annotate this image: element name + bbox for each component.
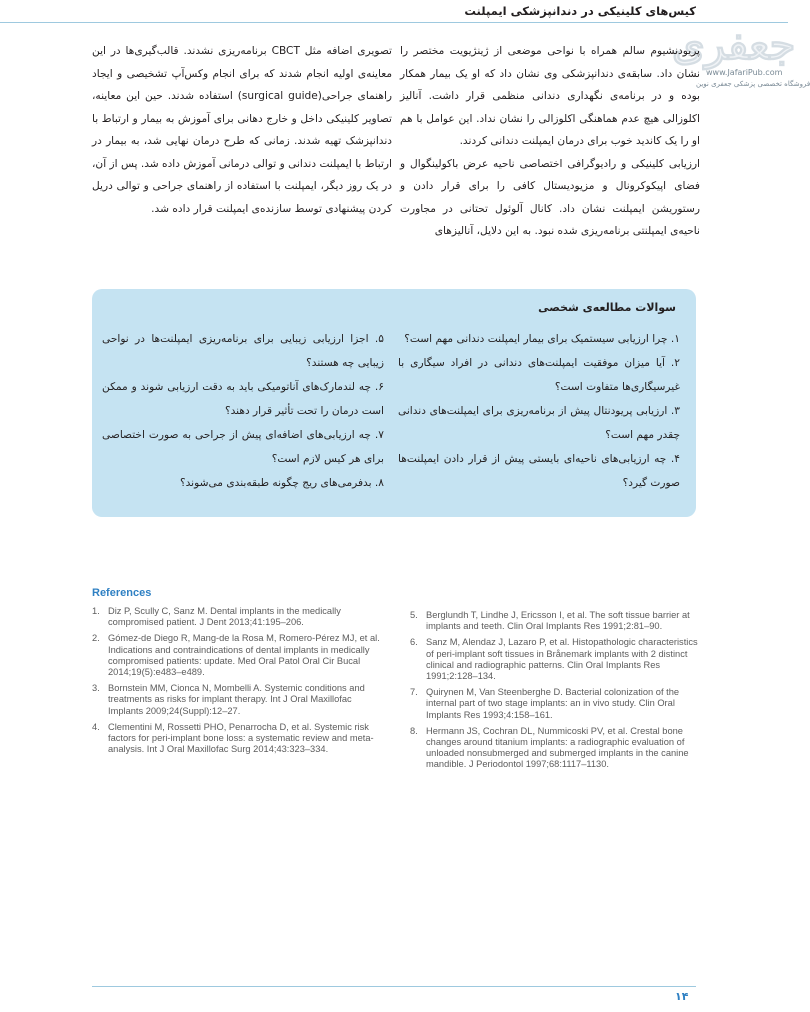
page-number: ۱۴	[675, 990, 689, 1003]
questions-column-right	[398, 327, 680, 495]
logo-url: www.JafariPub.com	[706, 68, 783, 77]
reference-entry	[92, 722, 382, 756]
reference-entry	[410, 726, 700, 771]
reference-text: Quirynen M, Van Steenberghe D. Bacterial colonization of the internal part of two stage implants: an in vivo study. Clin Oral Implants Res 1993;4:158–161.	[426, 687, 680, 720]
question-item: ۶. چه لندمارک‌های آناتومیکی باید به دقت ارزیابی شوند و ممکن است درمان را تحت تأثیر قرار دهند؟	[102, 381, 384, 417]
reference-number: 1.	[92, 606, 100, 616]
logo-tagline: فروشگاه تخصصی پزشکی جعفری نوین	[696, 80, 810, 88]
logo-mark: جعفری	[672, 20, 796, 69]
body-paragraph: تصویری اضافه مثل CBCT برنامه‌ریزی نشدند. قالب‌گیری‌ها در این معاینه‌ی اولیه انجام شدند که برای انجام وکس‌آپ تشخیصی و ایجاد راهنمای جراحی(surgical guide) استفاده شدند. حین این معاینه، تصاویر کلینیکی داخل و خارج دهانی برای آموزش به بیمار و ارتباط با دندانپزشک تهیه شدند. زمانی که طرح درمان نهایی شد، به بیمار در ارتباط با ایمپلنت دندانی و توالی درمانی آموزش داده شد. پس از آن، در یک روز دیگر، ایمپلنت با استفاده از راهنمای جراحی و توالی دریل کردن پیشنهادی توسط سازنده‌ی ایمپلنت قرار داده شد.	[92, 45, 393, 215]
question-item: ۱. چرا ارزیابی سیستمیک برای بیمار ایمپلنت دندانی مهم است؟	[404, 333, 680, 345]
reference-number: 7.	[410, 687, 418, 698]
question-item: ۷. چه ارزیابی‌های اضافه‌ای پیش از جراحی به صورت اختصاصی برای هر کیس لازم است؟	[102, 429, 384, 465]
study-questions-title: سوالات مطالعه‌ی شخصی	[538, 301, 676, 314]
question-item: ۳. ارزیابی پریودنتال پیش از برنامه‌ریزی برای ایمپلنت‌های دندانی چقدر مهم است؟	[398, 405, 680, 441]
reference-text: Berglundh T, Lindhe J, Ericsson I, et al. The soft tissue barrier at implants and teeth. Clin Oral Implants Res 1991;2:81–90.	[426, 610, 690, 632]
body-paragraph: پریودنشیوم سالم همراه با نواحی موضعی از ژینژیویت مختصر را نشان داد. سابقه‌ی دندانپزشکی وی نشان داد که او یک بیمار همکار بوده و در برنامه‌ی نگهداری دندانی منظمی قرار داشت. آنالیز اکلوزالی هیچ عدم هماهنگی اکلوزالی را نشان نداد. این عوامل با هم او را یک کاندید خوب برای درمان ایمپلنت دندانی کردند.	[400, 45, 700, 147]
question-item: ۸. بدفرمی‌های ریج چگونه طبقه‌بندی می‌شوند؟	[180, 477, 384, 489]
reference-text: Clementini M, Rossetti PHO, Penarrocha D, et al. Systemic risk factors for peri-implant bone loss: a systematic review and meta-analysis. Int J Oral Maxillofac Surg 2014;43:323–334.	[108, 721, 374, 755]
reference-text: Diz P, Scully C, Sanz M. Dental implants in the medically compromised patient. J Dent 2013;41:195–206.	[108, 606, 341, 628]
body-paragraph: ارزیابی کلینیکی و رادیوگرافی اختصاصی ناحیه عرض باکولینگوال و فضای اپیکوکرونال و مزیودیستال کافی را برای قرار دادن و رستوریشن ایمپلنت نشان داد. کانال آلوئول تحتانی در مجاورت ناحیه‌ی ایمپلنتی برنامه‌ریزی شده نبود. به این دلایل، آنالیزهای	[400, 157, 700, 237]
reference-entry	[410, 687, 700, 721]
questions-column-left	[102, 327, 384, 495]
reference-number: 3.	[92, 683, 100, 694]
reference-number: 5.	[410, 610, 418, 620]
footer-divider	[92, 986, 696, 987]
reference-entry	[92, 683, 382, 717]
reference-text: Gómez-de Diego R, Mang-de la Rosa M, Romero-Pérez MJ, et al. Indications and contraindications of dental implants in medically compromised patients: update. Med Oral Patol Oral Cir Bucal 2014;19(5):e483–e489.	[108, 633, 380, 678]
references-column-left	[92, 606, 382, 760]
running-header-title: کیس‌های کلینیکی در دندانپزشکی ایمپلنت	[464, 4, 696, 18]
reference-entry	[92, 606, 382, 628]
reference-number: 2.	[92, 633, 100, 644]
study-questions-box	[92, 289, 696, 517]
question-item: ۲. آیا میزان موفقیت ایمپلنت‌های دندانی در افراد سیگاری با غیرسیگاری‌ها متفاوت است؟	[398, 357, 680, 393]
question-item: ۴. چه ارزیابی‌های ناحیه‌ای بایستی پیش از قرار دادن ایمپلنت‌ها صورت گیرد؟	[398, 453, 680, 489]
references-column-right	[410, 610, 700, 776]
reference-entry	[410, 610, 700, 632]
body-column-right	[400, 40, 700, 243]
reference-entry	[410, 637, 700, 682]
references-heading: References	[92, 587, 152, 599]
reference-text: Bornstein MM, Cionca N, Mombelli A. Systemic conditions and treatments as risks for implant therapy. Int J Oral Maxillofac Implants 2009;24(Suppl):12–27.	[108, 683, 365, 716]
reference-text: Hermann JS, Cochran DL, Nummicoski PV, et al. Crestal bone changes around titanium implants: a radiographic evaluation of unloaded nonsubmerged and submerged implants in the canine mandible. J Periodontol 1997;68:1117–1130.	[426, 725, 689, 770]
reference-number: 8.	[410, 725, 418, 736]
reference-number: 4.	[92, 721, 100, 732]
reference-entry	[92, 633, 382, 678]
body-column-left	[92, 40, 392, 220]
question-item: ۵. اجزا ارزیابی زیبایی برای برنامه‌ریزی ایمپلنت‌ها در نواحی زیبایی چه هستند؟	[102, 333, 384, 369]
reference-text: Sanz M, Alendaz J, Lazaro P, et al. Histopathologic characteristics of peri-implant soft tissues in Brånemark implants with 2 distinct clinical and radiographic patterns. Clin Oral Implants Res 1991;2:128–134.	[426, 637, 698, 682]
reference-number: 6.	[410, 637, 418, 648]
